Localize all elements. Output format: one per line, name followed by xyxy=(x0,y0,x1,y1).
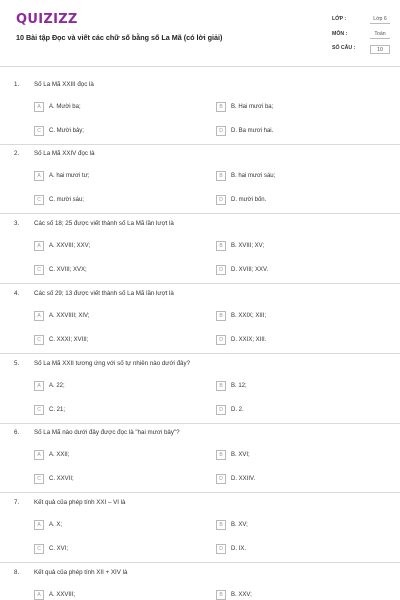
option-text: C. XXXI; XVIII; xyxy=(49,336,89,343)
option-text: D. 2. xyxy=(231,406,244,413)
option-text: D. XXIX; XIII. xyxy=(231,336,267,343)
option-letter-box[interactable]: D xyxy=(216,335,226,345)
answer-option[interactable] xyxy=(34,241,184,251)
option-text: A. XXII; xyxy=(49,451,70,458)
option-letter-box[interactable]: B xyxy=(216,450,226,460)
question-item xyxy=(0,290,400,350)
option-text: B. hai mươi sáu; xyxy=(231,172,276,179)
answer-option[interactable] xyxy=(216,241,366,251)
option-text: C. XXVII; xyxy=(49,475,74,482)
question-text: Số La Mã XXIII đọc là xyxy=(34,81,94,88)
answer-option[interactable] xyxy=(216,102,366,112)
option-letter-box[interactable]: B xyxy=(216,590,226,600)
option-letter-box[interactable]: B xyxy=(216,520,226,530)
option-letter-box[interactable]: A xyxy=(34,520,44,530)
meta-subject-label: MÔN : xyxy=(332,31,348,37)
question-number: 6. xyxy=(14,429,20,436)
question-text: Các số 29; 13 được viết thành số La Mã lần lượt là xyxy=(34,290,174,297)
question-item xyxy=(0,499,400,559)
question-item xyxy=(0,569,400,600)
question-text: Kết quả của phép tính XXI – VI là xyxy=(34,499,126,506)
option-text: A. hai mươi tư; xyxy=(49,172,90,179)
meta-count-value: 10 xyxy=(370,45,390,54)
option-letter-box[interactable]: A xyxy=(34,381,44,391)
question-divider xyxy=(0,353,400,354)
answer-option[interactable] xyxy=(34,102,184,112)
answer-option[interactable] xyxy=(216,311,366,321)
answer-option[interactable] xyxy=(216,590,366,600)
option-text: D. XVIII; XXV. xyxy=(231,266,269,273)
option-text: B. XVI; xyxy=(231,451,250,458)
question-divider xyxy=(0,423,400,424)
option-letter-box[interactable]: C xyxy=(34,195,44,205)
answer-option[interactable] xyxy=(34,405,184,415)
worksheet-title: 10 Bài tập Đọc và viết các chữ số bằng số La Mã (có lời giải) xyxy=(16,33,223,42)
option-letter-box[interactable]: D xyxy=(216,126,226,136)
answer-option[interactable] xyxy=(216,265,366,275)
question-number: 5. xyxy=(14,360,20,367)
question-number: 3. xyxy=(14,220,20,227)
option-letter-box[interactable]: D xyxy=(216,544,226,554)
question-text: Số La Mã XXIV đọc là xyxy=(34,150,95,157)
option-letter-box[interactable]: C xyxy=(34,126,44,136)
question-text: Số La Mã XXII tương ứng với số tự nhiên nào dưới đây? xyxy=(34,360,191,367)
header-divider xyxy=(0,66,400,67)
option-letter-box[interactable]: D xyxy=(216,405,226,415)
answer-option[interactable] xyxy=(34,474,184,484)
answer-option[interactable] xyxy=(34,544,184,554)
answer-option[interactable] xyxy=(34,590,184,600)
option-letter-box[interactable]: A xyxy=(34,311,44,321)
answer-option[interactable] xyxy=(34,335,184,345)
question-item xyxy=(0,429,400,489)
option-text: B. 12; xyxy=(231,382,247,389)
option-text: D. XXIIV. xyxy=(231,475,256,482)
option-text: A. XXVIII; XXV; xyxy=(49,242,91,249)
option-text: A. XXVIII; xyxy=(49,591,76,598)
option-letter-box[interactable]: C xyxy=(34,265,44,275)
answer-option[interactable] xyxy=(34,265,184,275)
question-text: Kết quả của phép tính XII + XIV là xyxy=(34,569,128,576)
option-text: D. Ba mươi hai. xyxy=(231,127,274,134)
option-letter-box[interactable]: D xyxy=(216,195,226,205)
option-text: C. 21; xyxy=(49,406,66,413)
option-text: B. XXIX; XIII; xyxy=(231,312,267,319)
answer-option[interactable] xyxy=(34,311,184,321)
option-text: B. XVIII; XV; xyxy=(231,242,265,249)
option-text: A. X; xyxy=(49,521,63,528)
question-number: 4. xyxy=(14,290,20,297)
question-divider xyxy=(0,562,400,563)
answer-option[interactable] xyxy=(34,450,184,460)
option-letter-box[interactable]: A xyxy=(34,171,44,181)
question-divider xyxy=(0,213,400,214)
option-text: C. Mười bảy; xyxy=(49,127,84,134)
question-number: 2. xyxy=(14,150,20,157)
option-letter-box[interactable]: C xyxy=(34,544,44,554)
option-letter-box[interactable]: D xyxy=(216,474,226,484)
option-text: D. IX. xyxy=(231,545,247,552)
answer-option[interactable] xyxy=(216,381,366,391)
option-text: C. mười sáu; xyxy=(49,196,84,203)
option-letter-box[interactable]: B xyxy=(216,171,226,181)
option-letter-box[interactable]: A xyxy=(34,450,44,460)
option-letter-box[interactable]: A xyxy=(34,102,44,112)
option-text: B. XXV; xyxy=(231,591,252,598)
answer-option[interactable] xyxy=(216,520,366,530)
option-letter-box[interactable]: D xyxy=(216,265,226,275)
answer-option[interactable] xyxy=(216,544,366,554)
answer-option[interactable] xyxy=(216,474,366,484)
meta-class-value: Lớp 6 xyxy=(370,16,390,24)
answer-option[interactable] xyxy=(34,171,184,181)
option-letter-box[interactable]: A xyxy=(34,590,44,600)
question-divider xyxy=(0,283,400,284)
question-text: Các số 18; 25 được viết thành số La Mã lần lượt là xyxy=(34,220,174,227)
question-divider xyxy=(0,144,400,145)
question-number: 1. xyxy=(14,81,20,88)
worksheet-header xyxy=(0,0,400,62)
option-letter-box[interactable]: B xyxy=(216,102,226,112)
question-text: Số La Mã nào dưới đây được đọc là "hai mươi bảy"? xyxy=(34,429,180,436)
option-letter-box[interactable]: C xyxy=(34,335,44,345)
question-divider xyxy=(0,492,400,493)
answer-option[interactable] xyxy=(34,126,184,136)
answer-option[interactable] xyxy=(216,405,366,415)
question-item xyxy=(0,360,400,420)
answer-option[interactable] xyxy=(34,195,184,205)
answer-option[interactable] xyxy=(216,171,366,181)
answer-option[interactable] xyxy=(216,195,366,205)
question-item xyxy=(0,81,400,141)
option-letter-box[interactable]: C xyxy=(34,405,44,415)
option-text: B. XV; xyxy=(231,521,248,528)
question-item xyxy=(0,220,400,280)
option-letter-box[interactable]: B xyxy=(216,381,226,391)
option-letter-box[interactable]: B xyxy=(216,311,226,321)
option-letter-box[interactable]: A xyxy=(34,241,44,251)
answer-option[interactable] xyxy=(34,381,184,391)
answer-option[interactable] xyxy=(216,450,366,460)
option-text: A. XXVIIII; XIV; xyxy=(49,312,90,319)
question-number: 8. xyxy=(14,569,20,576)
option-text: B. Hai mươi ba; xyxy=(231,103,274,110)
answer-option[interactable] xyxy=(34,520,184,530)
answer-option[interactable] xyxy=(216,126,366,136)
quizizz-logo: QUIZIZZ xyxy=(16,12,78,27)
meta-count-label: SỐ CÂU : xyxy=(332,45,356,51)
option-text: C. XVIII; XVX; xyxy=(49,266,87,273)
meta-subject-value: Toán xyxy=(370,31,390,39)
option-letter-box[interactable]: C xyxy=(34,474,44,484)
option-text: A. 22; xyxy=(49,382,65,389)
meta-class-label: LỚP : xyxy=(332,16,347,22)
option-text: C. XVI; xyxy=(49,545,69,552)
answer-option[interactable] xyxy=(216,335,366,345)
option-text: A. Mười ba; xyxy=(49,103,81,110)
option-text: D. mười bốn. xyxy=(231,196,267,203)
question-item xyxy=(0,150,400,210)
option-letter-box[interactable]: B xyxy=(216,241,226,251)
question-number: 7. xyxy=(14,499,20,506)
